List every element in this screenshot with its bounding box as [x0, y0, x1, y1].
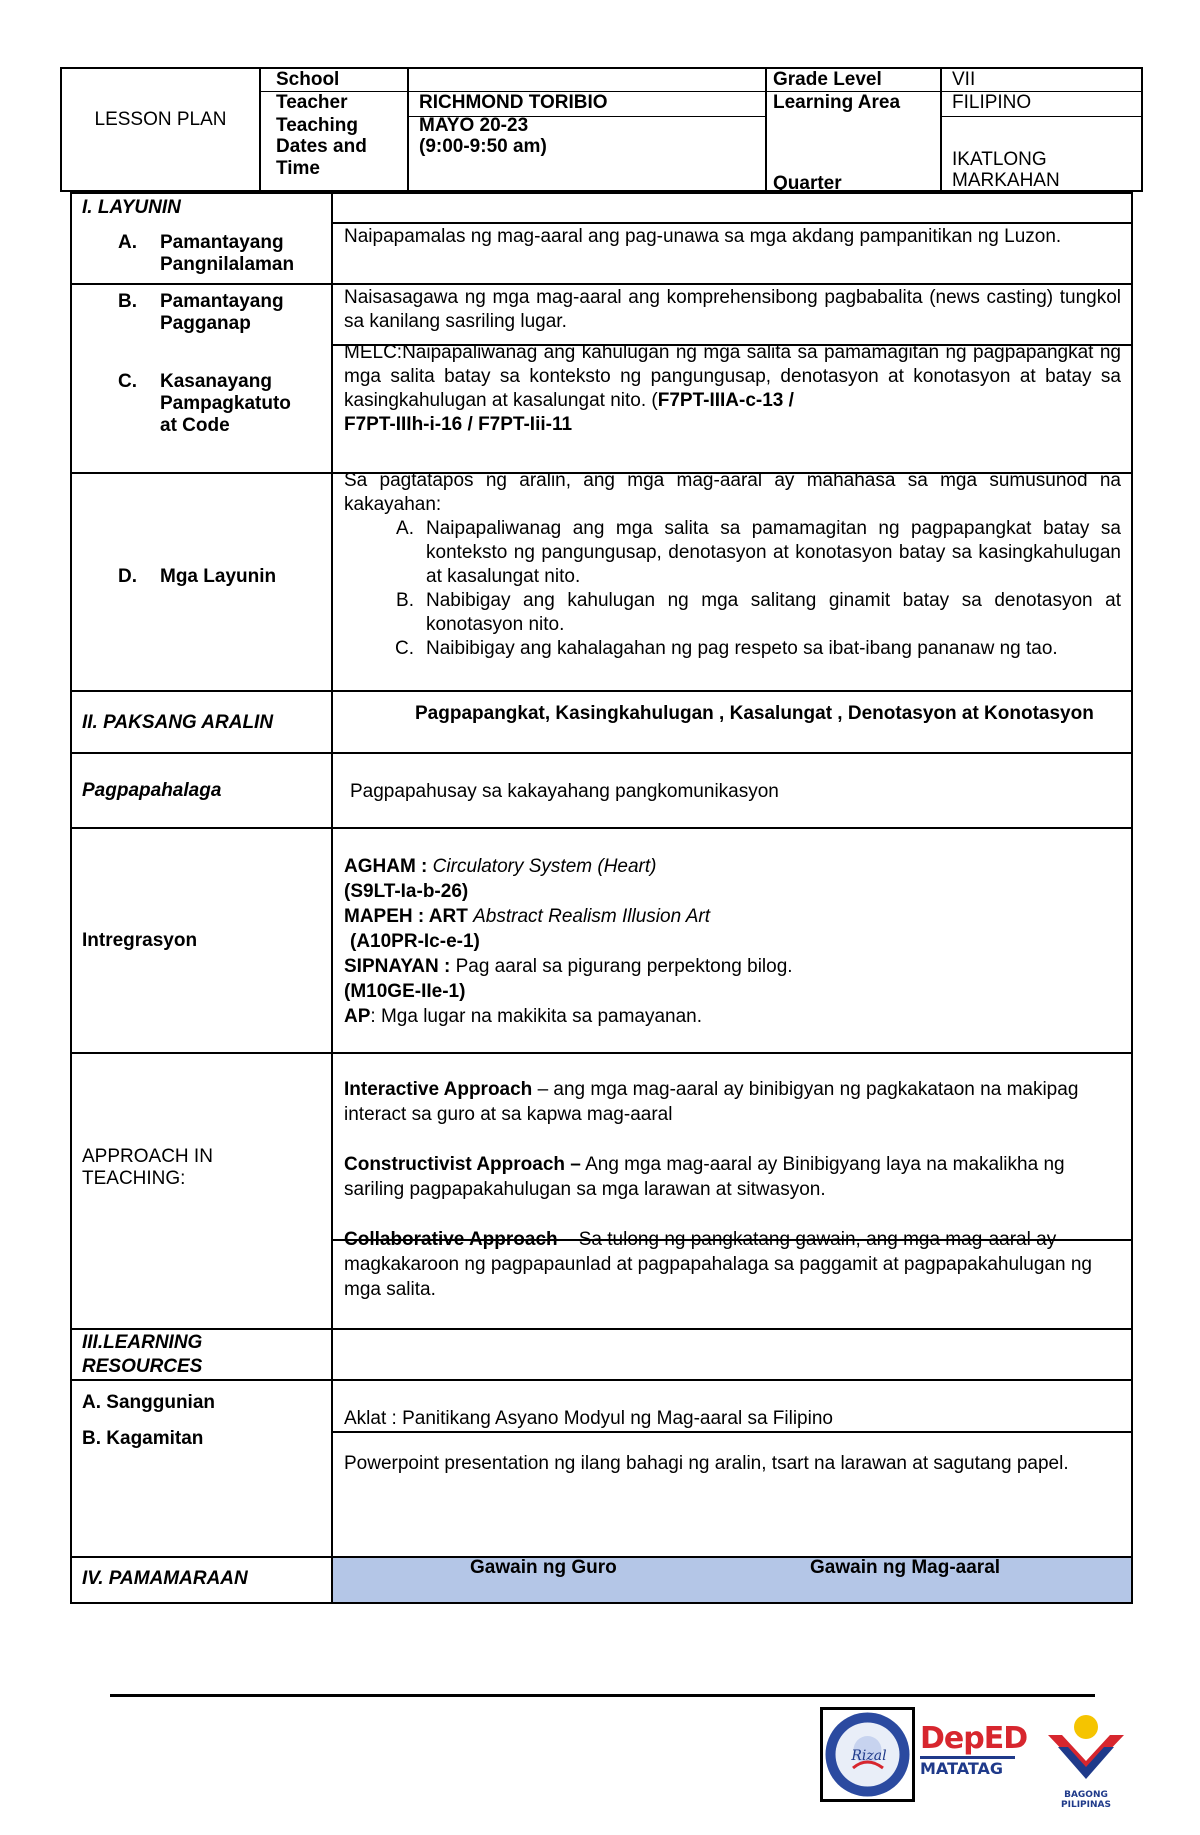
quarter-label: Quarter: [773, 173, 842, 194]
area-value: FILIPINO: [952, 92, 1032, 113]
layunin-d-item-letter: B.: [396, 590, 414, 611]
teacher-value: RICHMOND TORIBIO: [419, 92, 608, 113]
gawain-mag-aaral-header: Gawain ng Mag-aaral: [810, 1557, 1001, 1578]
approach-content: Interactive Approach – ang mga mag-aaral ay binibigyan ng pagkakataon na makipag interact sa guro at sa kapwa mag-aaral Constructivist Approach – Ang mga mag-aaral ay Binibigyang laya na makalikha ng sariling pagpapakahulugan sa mga larawan at sitwasyon. Collaborative Approach – Sa tulong ng pangkatang gawain, ang mga mag-aaral ay magkakaroon ng pagpapaunlad at pagpapahalaga sa paggamit at pagpapakahulugan ng mga salita.: [344, 1079, 1092, 1300]
pamamaraan-shade: [333, 1556, 1131, 1602]
grade-value: VII: [952, 69, 976, 90]
gawain-guro-header: Gawain ng Guro: [470, 1557, 617, 1578]
layunin-d-item-text: Nabibigay ang kahulugan ng mga salitang ginamit batay sa denotasyon at konotasyon nito.: [426, 590, 1121, 635]
pagpapahalaga-text: Pagpapahusay sa kakayahang pangkomunikasyon: [350, 781, 779, 802]
layunin-heading: I. LAYUNIN: [82, 197, 181, 218]
layunin-c-label: C. Kasanayang Pampagkatuto at Code: [118, 371, 291, 436]
dates-label-1: Teaching: [276, 115, 358, 136]
resources-b-text: Powerpoint presentation ng ilang bahagi ng aralin, tsart na larawan at sagutang papel.: [344, 1453, 1069, 1474]
dates-value-1: MAYO 20-23: [419, 115, 529, 136]
approach-label: APPROACH IN TEACHING:: [82, 1146, 213, 1189]
resources-a-label: A. Sanggunian: [82, 1392, 215, 1413]
quarter-value-1: IKATLONG: [952, 149, 1047, 170]
pagpapahalaga-label: Pagpapahalaga: [82, 780, 222, 801]
dates-label-3: Time: [276, 158, 321, 179]
layunin-d-intro: Sa pagtatapos ng aralin, ang mga mag-aaral ay mahahasa sa mga sumusunod na kakayahan:: [344, 470, 1121, 515]
header-table: [60, 67, 1143, 192]
integrasyon-content: AGHAM : Circulatory System (Heart) (S9LT-Ia-b-26) MAPEH : ART Abstract Realism Illusion Art (A10PR-Ic-e-1) SIPNAYAN : Pag aaral sa pigurang perpektong bilog. (M10GE-IIe-1) AP: Mga lugar na makikita sa pamayanan.: [344, 856, 793, 1027]
layunin-b-label: B. Pamantayang Pagganap: [118, 291, 284, 334]
layunin-d-list: [344, 517, 1121, 661]
seal-icon: [823, 1710, 912, 1799]
layunin-d-item-text: Naipapaliwanag ang mga salita sa pamamagitan ng pagpapangkat batay sa konteksto ng pangungusap, denotasyon at konotasyon batay sa kasingkahulugan at kasalungat nito.: [426, 518, 1121, 587]
footer-divider: [110, 1694, 1095, 1697]
layunin-d-item: [344, 517, 1121, 589]
layunin-a-text: Naipapamalas ng mag-aaral ang pag-unawa sa mga akdang pampanitikan ng Luzon.: [344, 226, 1062, 247]
resources-heading: III.LEARNING RESOURCES: [82, 1332, 203, 1377]
pamamaraan-heading: IV. PAMAMARAAN: [82, 1568, 248, 1589]
resources-b-label: B. Kagamitan: [82, 1428, 204, 1449]
paksa-text: Pagpapangkat, Kasingkahulugan , Kasalungat , Denotasyon at Konotasyon: [415, 703, 1094, 724]
resources-a-text: Aklat : Panitikang Asyano Modyul ng Mag-aaral sa Filipino: [344, 1408, 833, 1429]
area-label: Learning Area: [773, 92, 901, 113]
quarter-value-2: MARKAHAN: [952, 170, 1060, 191]
dates-label-2: Dates and: [276, 136, 367, 157]
layunin-b-text: Naisasagawa ng mga mag-aaral ang komprehensibong pagbabalita (news casting) tungkol sa kanilang sasriling lugar.: [344, 287, 1121, 332]
layunin-d-label: D. Mga Layunin: [118, 566, 277, 587]
paksa-heading: II. PAKSANG ARALIN: [82, 712, 274, 733]
school-label: School: [276, 69, 340, 90]
layunin-d-item: [344, 589, 1121, 637]
bagong-pilipinas-icon: [1040, 1705, 1132, 1785]
grade-label: Grade Level: [773, 69, 882, 90]
deped-logo: DepED MATATAG: [920, 1721, 1028, 1778]
layunin-d-content: [334, 469, 1131, 661]
layunin-d-item-letter: C.: [395, 638, 414, 659]
layunin-d-item: [344, 637, 1121, 661]
layunin-c-text: MELC:Naipapaliwanag ang kahulugan ng mga salita sa pamamagitan ng pagpapangkat ng mga salita batay sa konteksto ng pangungusap, denotasyon at konotasyon at batay sa kasingkahulugan at kasalungat nito. (F7PT-IIIA-c-13 / F7PT-IIIh-i-16 / F7PT-Iii-11: [344, 342, 1121, 435]
bagong-pilipinas-logo: BAGONG PILIPINAS: [1040, 1705, 1132, 1800]
layunin-d-item-text: Naibibigay ang kahalagahan ng pag respeto sa ibat-ibang pananaw ng tao.: [426, 638, 1058, 659]
teacher-label: Teacher: [276, 92, 348, 113]
school-seal-logo: [820, 1707, 915, 1802]
dates-value-2: (9:00-9:50 am): [419, 136, 547, 157]
layunin-a-label: A. Pamantayang Pangnilalaman: [118, 232, 295, 275]
lesson-plan-title: LESSON PLAN: [94, 109, 227, 130]
lesson-table: [70, 192, 1133, 1604]
svg-text:Rizal: Rizal: [851, 1748, 887, 1764]
layunin-d-item-letter: A.: [396, 518, 414, 539]
integrasyon-label: Intregrasyon: [82, 930, 198, 951]
